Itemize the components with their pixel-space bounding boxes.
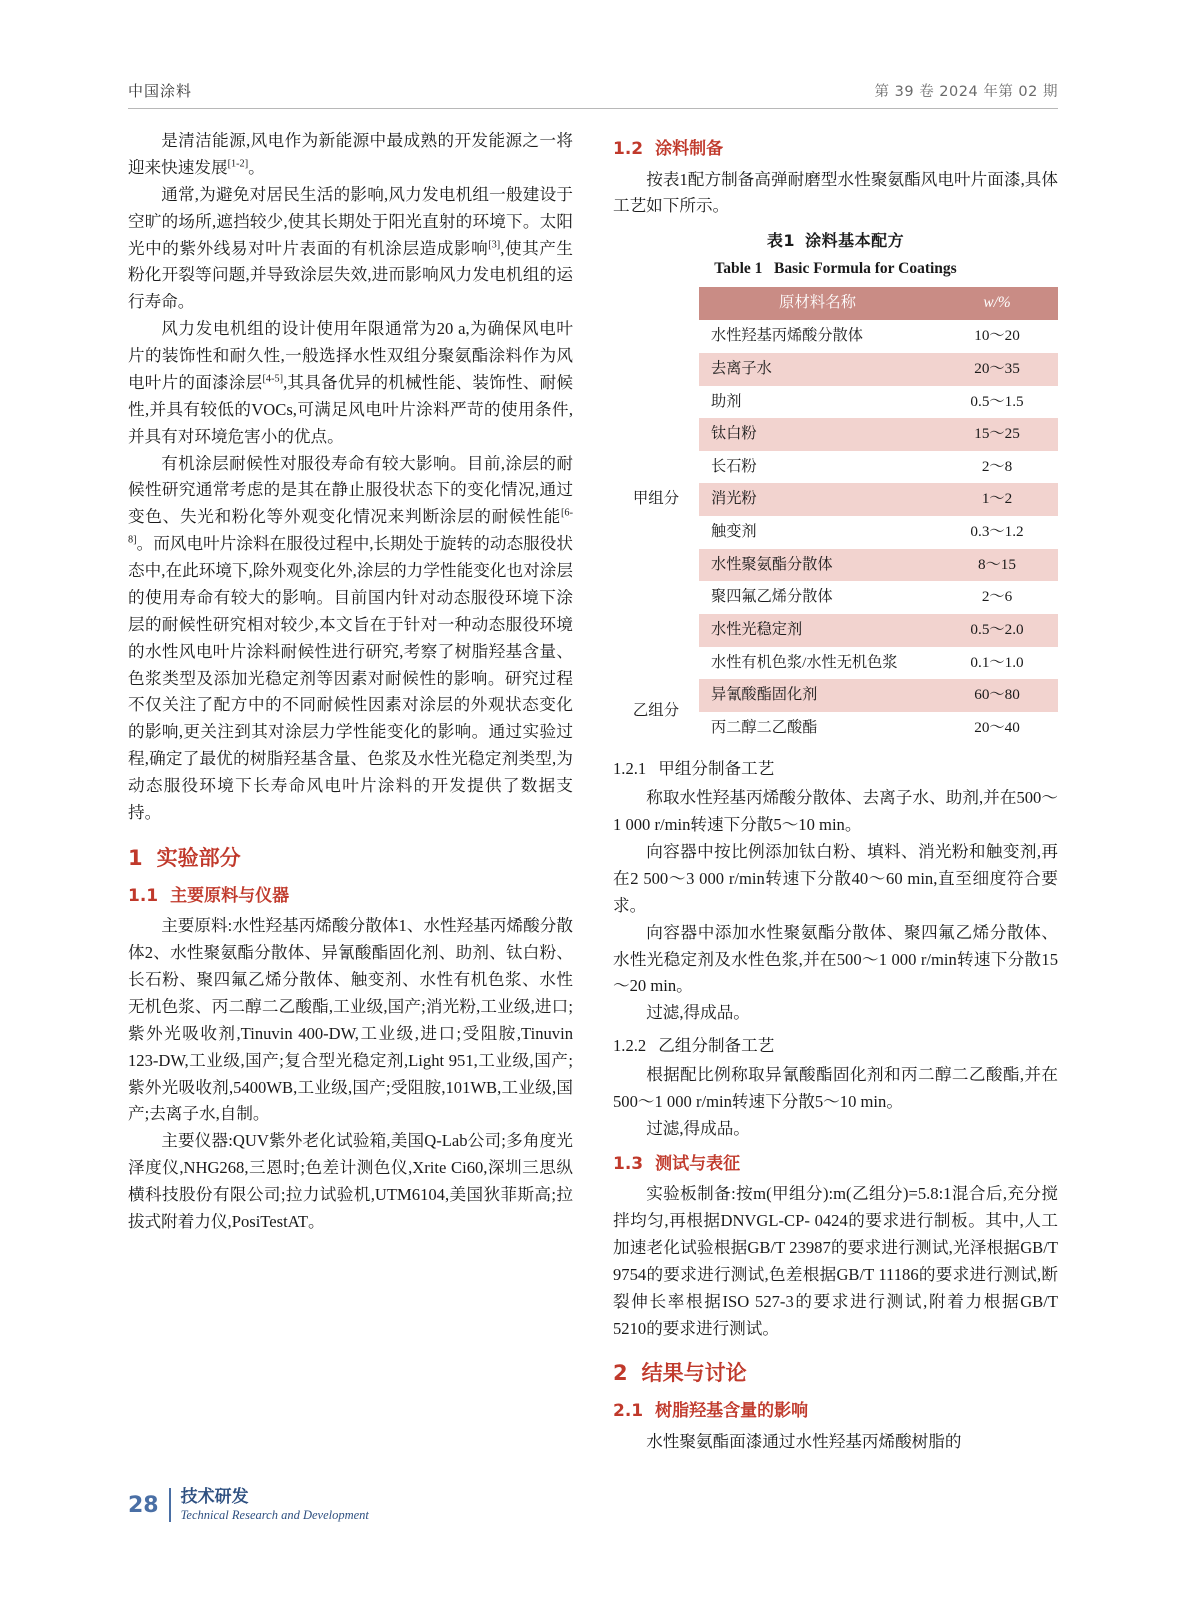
- paragraph: [128, 128, 573, 182]
- material-value: 0.5～2.0: [936, 614, 1058, 647]
- paragraph: 称取水性羟基丙烯酸分散体、去离子水、助剂,并在500～1 000 r/min转速下分散5～10 min。: [613, 788, 1058, 835]
- material-value: 0.5～1.5: [936, 386, 1058, 419]
- section-number: 1.1: [128, 885, 159, 906]
- paragraph-tail: 。而风电叶片涂料在服役过程中,长期处于旋转的动态服役状态中,在此环境下,除外观变化外,涂层的力学性能变化也对涂层的使用寿命有较大的影响。目前国内针对动态服役环境下涂层的耐候性研究相对较少,本文旨在于针对一种动态服役环境的水性风电叶片涂料耐候性进行研究,考察了树脂羟基含量、色浆类型及添加光稳定剂等因素对耐候性的影响。研究过程不仅关注了配方中的不同耐候性因素对涂层的外观状态变化的影响,更关注到其对涂层力学性能变化的影响。通过实验过程,确定了最优的树脂羟基含量、色浆及水性光稳定剂类型,为动态服役环境下长寿命风电叶片涂料的开发提供了数据支持。: [128, 534, 573, 822]
- material-value: 20～35: [936, 353, 1058, 386]
- formula-table-block: [613, 228, 1058, 744]
- table-row: [613, 320, 1058, 353]
- material-name: 水性有机色浆/水性无机色浆: [699, 647, 936, 680]
- paragraph: 水性聚氨酯面漆通过水性羟基丙烯酸树脂的: [646, 1431, 962, 1451]
- section-title: 实验部分: [156, 845, 241, 870]
- page-number: 28: [128, 1492, 159, 1518]
- section-title: 甲组分制备工艺: [658, 759, 775, 779]
- footer-label-en: Technical Research and Development: [180, 1507, 369, 1522]
- paragraph-text: 是清洁能源,风电作为新能源中最成熟的开发能源之一将迎来快速发展: [128, 131, 573, 177]
- section-heading-1-2: [613, 136, 1058, 164]
- section-heading-1: [128, 841, 573, 875]
- section-title: 结果与讨论: [641, 1361, 747, 1386]
- section-title: 主要原料与仪器: [170, 885, 290, 906]
- paragraph: 按表1配方制备高弹耐磨型水性聚氨酯风电叶片面漆,具体工艺如下所示。: [613, 169, 1058, 216]
- citation-ref: [3]: [488, 238, 501, 250]
- material-value: 20～40: [936, 712, 1058, 745]
- group-label-yi: 乙组分: [613, 679, 699, 744]
- paragraph: [128, 182, 573, 316]
- table-title-en: Basic Formula for Coatings: [774, 260, 957, 278]
- material-name: 水性光稳定剂: [699, 614, 936, 647]
- citation-ref: [1-2]: [227, 158, 249, 170]
- header-divider: [128, 108, 1058, 109]
- group-label-jia: 甲组分: [613, 320, 699, 679]
- table-caption-cn: [613, 228, 1058, 254]
- journal-name: 中国涂料: [128, 82, 193, 100]
- material-name: 消光粉: [699, 483, 936, 516]
- section-title: 树脂羟基含量的影响: [655, 1401, 809, 1422]
- material-value: 2～6: [936, 581, 1058, 614]
- paragraph: [128, 316, 573, 450]
- section-heading-1-1: [128, 883, 573, 911]
- material-name: 水性羟基丙烯酸分散体: [699, 320, 936, 353]
- section-number: 1.2.1: [613, 759, 647, 779]
- material-value: 8～15: [936, 549, 1058, 582]
- page-header: [128, 80, 1058, 107]
- table-title: 涂料基本配方: [805, 231, 905, 251]
- paragraph-text: 有机涂层耐候性对服役寿命有较大影响。目前,涂层的耐候性研究通常考虑的是其在静止服役状态下的变化情况,通过变色、失光和粉化等外观变化情况来判断涂层的耐候性能: [128, 453, 573, 527]
- paragraph: 向容器中添加水性聚氨酯分散体、聚四氟乙烯分散体、水性光稳定剂及水性色浆,并在500～1 000 r/min转速下分散15～20 min。: [613, 922, 1058, 996]
- material-value: 15～25: [936, 418, 1058, 451]
- paragraph: 根据配比例称取异氰酸酯固化剂和丙二醇二乙酸酯,并在500～1 000 r/min转速下分散5～10 min。: [613, 1065, 1058, 1111]
- section-title: 乙组分制备工艺: [658, 1036, 775, 1056]
- formula-table: [613, 287, 1058, 744]
- paragraph: [128, 451, 573, 827]
- section-number: 2: [613, 1361, 628, 1386]
- material-value: 0.3～1.2: [936, 516, 1058, 549]
- footer-label-cn: 技术研发: [180, 1487, 249, 1508]
- material-name: 异氰酸酯固化剂: [699, 679, 936, 712]
- section-title: 涂料制备: [655, 139, 724, 159]
- paragraph-tail: ,使其产生粉化开裂等问题,并导致涂层失效,进而影响风力发电机组的运行寿命。: [128, 238, 573, 312]
- paragraph-tail: 。: [248, 157, 265, 177]
- material-name: 去离子水: [699, 353, 936, 386]
- paragraph-text: 风力发电机组的设计使用年限通常为20 a,为确保风电叶片的装饰性和耐久性,一般选择水性双组分聚氨酯涂料作为风电叶片的面漆涂层: [128, 319, 573, 392]
- table-header-row: [613, 287, 1058, 320]
- table-number-en: Table 1: [714, 260, 763, 278]
- table-header-value: w/%: [936, 287, 1058, 320]
- material-name: 水性聚氨酯分散体: [699, 549, 936, 582]
- table-header-group: [613, 287, 699, 320]
- table-number: 表1: [766, 231, 796, 251]
- section-number: 1: [128, 845, 143, 870]
- section-heading-2-1: [613, 1398, 1058, 1426]
- section-heading-2: [613, 1356, 1058, 1390]
- footer-divider: [169, 1488, 171, 1522]
- table-header-name: 原材料名称: [699, 287, 936, 320]
- footer-section-label: [181, 1488, 369, 1522]
- material-name: 钛白粉: [699, 418, 936, 451]
- section-number: 1.2: [613, 139, 644, 159]
- paragraph-text: 通常,为避免对居民生活的影响,风力发电机组一般建设于空旷的场所,遮挡较少,使其长期处于阳光直射的环境下。太阳光中的紫外线易对叶片表面的有机涂层造成影响: [128, 184, 573, 258]
- section-heading-1-3: [613, 1151, 1058, 1179]
- material-name: 丙二醇二乙酸酯: [699, 712, 936, 745]
- paragraph: 过滤,得成品。: [646, 1118, 750, 1138]
- material-value: 0.1～1.0: [936, 647, 1058, 680]
- material-value: 1～2: [936, 483, 1058, 516]
- citation-ref: [6-8]: [128, 507, 573, 546]
- paragraph: 过滤,得成品。: [646, 1003, 750, 1023]
- page-footer: [128, 1488, 369, 1522]
- material-value: 10～20: [936, 320, 1058, 353]
- section-number: 1.2.2: [613, 1036, 647, 1056]
- section-heading-1-2-1: [613, 756, 1058, 783]
- table-caption-en: [613, 256, 1058, 281]
- material-name: 助剂: [699, 386, 936, 419]
- right-column: [613, 128, 1058, 1456]
- material-value: 60～80: [936, 679, 1058, 712]
- section-heading-1-2-2: [613, 1033, 1058, 1060]
- material-name: 长石粉: [699, 451, 936, 484]
- material-name: 聚四氟乙烯分散体: [699, 581, 936, 614]
- left-column: [128, 128, 573, 1236]
- paragraph: 主要原料:水性羟基丙烯酸分散体1、水性羟基丙烯酸分散体2、水性聚氨酯分散体、异氰酸酯固化剂、助剂、钛白粉、长石粉、聚四氟乙烯分散体、触变剂、水性有机色浆、水性无机色浆、丙二醇二乙酸酯,工业级,国产;消光粉,工业级,进口;紫外光吸收剂,Tinuvin 400-DW,工业级,进口;受阻胺,Tinuvin 123-DW,工业级,国产;复合型光稳定剂,Light 951,工业级,国产;紫外光吸收剂,5400WB,工业级,国产;受阻胺,101WB,工业级,国产;去离子水,自制。: [128, 916, 573, 1124]
- table-body: [613, 320, 1058, 744]
- issue-info: 第 39 卷 2024 年第 02 期: [874, 84, 1058, 100]
- paragraph: 向容器中按比例添加钛白粉、填料、消光粉和触变剂,再在2 500～3 000 r/min转速下分散40～60 min,直至细度符合要求。: [613, 842, 1058, 915]
- table-row: [613, 679, 1058, 712]
- material-name: 触变剂: [699, 516, 936, 549]
- paragraph: 主要仪器:QUV紫外老化试验箱,美国Q-Lab公司;多角度光泽度仪,NHG268,三恩时;色差计测色仪,Xrite Ci60,深圳三思纵横科技股份有限公司;拉力试验机,UTM6104,美国狄菲斯高;拉拔式附着力仪,PosiTestAT。: [128, 1131, 573, 1231]
- material-value: 2～8: [936, 451, 1058, 484]
- paragraph-tail: ,其具备优异的机械性能、装饰性、耐候性,并具有较低的VOCs,可满足风电叶片涂料严苛的使用条件,并具有对环境危害小的优点。: [128, 372, 574, 446]
- section-number: 2.1: [613, 1401, 644, 1422]
- paragraph: 实验板制备:按m(甲组分):m(乙组分)=5.8:1混合后,充分搅拌均匀,再根据DNVGL-CP- 0424的要求进行制板。其中,人工加速老化试验根据GB/T 23987的要求进行测试,光泽根据GB/T 9754的要求进行测试,色差根据GB/T 11186的要求进行测试,断裂伸长率根据ISO 527-3的要求进行测试,附着力根据GB/T 5210的要求进行测试。: [613, 1184, 1058, 1338]
- citation-ref: [4-5]: [262, 373, 284, 385]
- section-number: 1.3: [613, 1153, 644, 1174]
- section-title: 测试与表征: [655, 1153, 741, 1174]
